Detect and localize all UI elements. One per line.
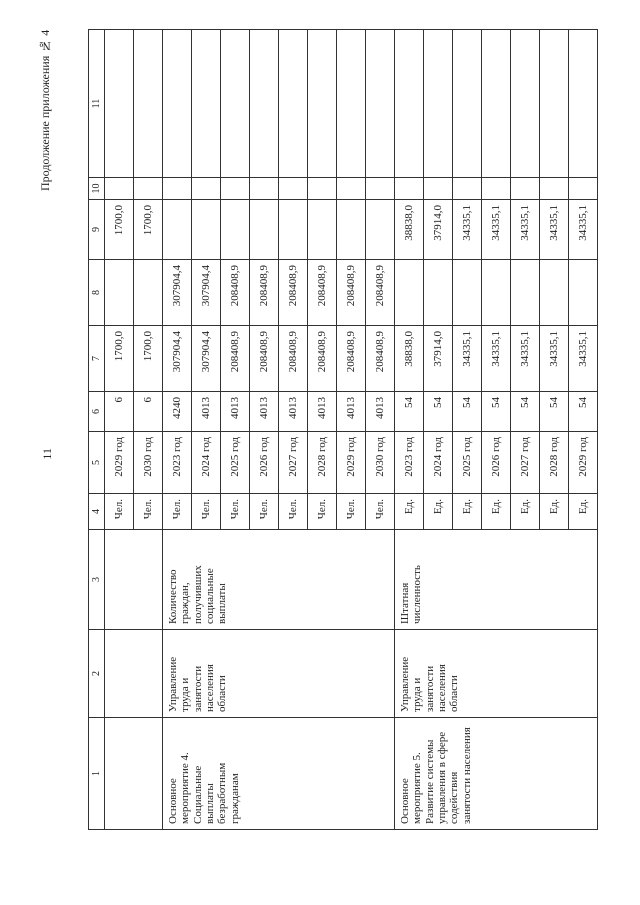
quantity-cell: 54	[569, 392, 598, 432]
column-11-cell	[279, 30, 308, 178]
regional-amount-cell	[221, 200, 250, 260]
unit-cell: Чел.	[221, 494, 250, 530]
unit-cell: Ед.	[424, 494, 453, 530]
year-cell: 2028 год	[308, 432, 337, 494]
column-number: 8	[89, 260, 105, 326]
total-amount-cell: 37914,0	[424, 326, 453, 392]
year-cell: 2024 год	[424, 432, 453, 494]
column-number: 9	[89, 200, 105, 260]
column-10-cell	[482, 178, 511, 200]
column-number: 1	[89, 718, 105, 830]
column-11-cell	[221, 30, 250, 178]
year-cell: 2027 год	[279, 432, 308, 494]
unit-cell: Чел.	[163, 494, 192, 530]
unit-cell: Чел.	[192, 494, 221, 530]
column-10-cell	[221, 178, 250, 200]
total-amount-cell: 208408,9	[221, 326, 250, 392]
total-amount-cell: 34335,1	[569, 326, 598, 392]
regional-amount-cell: 34335,1	[569, 200, 598, 260]
column-11-cell	[540, 30, 569, 178]
federal-amount-cell	[134, 260, 163, 326]
unit-cell: Чел.	[105, 494, 134, 530]
table-row	[105, 30, 134, 830]
regional-amount-cell: 34335,1	[511, 200, 540, 260]
unit-cell: Ед.	[453, 494, 482, 530]
column-10-cell	[395, 178, 424, 200]
federal-amount-cell: 307904,4	[163, 260, 192, 326]
total-amount-cell: 34335,1	[453, 326, 482, 392]
measures-table	[88, 29, 598, 830]
regional-amount-cell: 1700,0	[134, 200, 163, 260]
column-11-cell	[192, 30, 221, 178]
column-number: 11	[89, 30, 105, 178]
total-amount-cell: 208408,9	[308, 326, 337, 392]
column-10-cell	[337, 178, 366, 200]
column-10-cell	[105, 178, 134, 200]
quantity-cell: 4013	[250, 392, 279, 432]
regional-amount-cell	[192, 200, 221, 260]
column-10-cell	[163, 178, 192, 200]
regional-amount-cell	[308, 200, 337, 260]
federal-amount-cell	[511, 260, 540, 326]
column-11-cell	[424, 30, 453, 178]
federal-amount-cell: 208408,9	[337, 260, 366, 326]
table-frame	[88, 30, 598, 830]
year-cell: 2026 год	[250, 432, 279, 494]
quantity-cell: 4013	[221, 392, 250, 432]
quantity-cell: 4013	[366, 392, 395, 432]
column-10-cell	[453, 178, 482, 200]
unit-cell: Чел.	[366, 494, 395, 530]
column-number: 6	[89, 392, 105, 432]
measure-cell: Основное мероприятие 5. Развитие системы управления в сфере содействия занятости населения	[395, 718, 598, 830]
appendix-note: Продолжение приложения № 4	[38, 30, 52, 192]
regional-amount-cell	[279, 200, 308, 260]
regional-amount-cell	[163, 200, 192, 260]
year-cell: 2023 год	[395, 432, 424, 494]
executor-cell: Управление труда и занятости населения области	[163, 630, 395, 718]
year-cell: 2027 год	[511, 432, 540, 494]
federal-amount-cell: 307904,4	[192, 260, 221, 326]
regional-amount-cell	[337, 200, 366, 260]
federal-amount-cell: 208408,9	[366, 260, 395, 326]
column-10-cell	[250, 178, 279, 200]
year-cell: 2029 год	[105, 432, 134, 494]
quantity-cell: 6	[105, 392, 134, 432]
total-amount-cell: 34335,1	[511, 326, 540, 392]
total-amount-cell: 307904,4	[163, 326, 192, 392]
indicator-cell: Штатная численность	[395, 530, 598, 630]
quantity-cell: 4013	[308, 392, 337, 432]
quantity-cell: 54	[453, 392, 482, 432]
total-amount-cell: 34335,1	[540, 326, 569, 392]
measure-cell: Основное мероприятие 4. Социальные выплаты безработным гражданам	[163, 718, 395, 830]
column-10-cell	[511, 178, 540, 200]
year-cell: 2025 год	[453, 432, 482, 494]
column-11-cell	[337, 30, 366, 178]
table-row	[395, 30, 424, 830]
year-cell: 2025 год	[221, 432, 250, 494]
column-11-cell	[482, 30, 511, 178]
column-number: 4	[89, 494, 105, 530]
total-amount-cell: 1700,0	[105, 326, 134, 392]
regional-amount-cell: 34335,1	[453, 200, 482, 260]
federal-amount-cell	[569, 260, 598, 326]
column-11-cell	[453, 30, 482, 178]
header-row	[89, 30, 105, 830]
measure-cell	[105, 718, 163, 830]
federal-amount-cell: 208408,9	[250, 260, 279, 326]
column-number: 5	[89, 432, 105, 494]
regional-amount-cell	[250, 200, 279, 260]
column-11-cell	[569, 30, 598, 178]
column-10-cell	[540, 178, 569, 200]
regional-amount-cell: 1700,0	[105, 200, 134, 260]
column-10-cell	[366, 178, 395, 200]
quantity-cell: 54	[482, 392, 511, 432]
column-11-cell	[395, 30, 424, 178]
column-10-cell	[279, 178, 308, 200]
column-number: 2	[89, 630, 105, 718]
regional-amount-cell: 38838,0	[395, 200, 424, 260]
indicator-cell: Количество граждан, получивших социальные выплаты	[163, 530, 395, 630]
page-number: 11	[40, 448, 54, 460]
total-amount-cell: 34335,1	[482, 326, 511, 392]
federal-amount-cell	[540, 260, 569, 326]
quantity-cell: 54	[511, 392, 540, 432]
total-amount-cell: 1700,0	[134, 326, 163, 392]
federal-amount-cell	[105, 260, 134, 326]
regional-amount-cell: 37914,0	[424, 200, 453, 260]
column-10-cell	[569, 178, 598, 200]
year-cell: 2028 год	[540, 432, 569, 494]
year-cell: 2026 год	[482, 432, 511, 494]
regional-amount-cell: 34335,1	[540, 200, 569, 260]
executor-cell	[105, 630, 163, 718]
total-amount-cell: 208408,9	[250, 326, 279, 392]
unit-cell: Ед.	[540, 494, 569, 530]
unit-cell: Чел.	[337, 494, 366, 530]
year-cell: 2030 год	[366, 432, 395, 494]
federal-amount-cell	[395, 260, 424, 326]
quantity-cell: 54	[395, 392, 424, 432]
total-amount-cell: 307904,4	[192, 326, 221, 392]
unit-cell: Ед.	[395, 494, 424, 530]
unit-cell: Ед.	[482, 494, 511, 530]
column-10-cell	[134, 178, 163, 200]
federal-amount-cell: 208408,9	[279, 260, 308, 326]
total-amount-cell: 208408,9	[279, 326, 308, 392]
column-11-cell	[250, 30, 279, 178]
quantity-cell: 54	[540, 392, 569, 432]
quantity-cell: 4240	[163, 392, 192, 432]
unit-cell: Ед.	[569, 494, 598, 530]
column-11-cell	[511, 30, 540, 178]
unit-cell: Чел.	[279, 494, 308, 530]
unit-cell: Чел.	[308, 494, 337, 530]
column-11-cell	[134, 30, 163, 178]
column-11-cell	[105, 30, 134, 178]
year-cell: 2024 год	[192, 432, 221, 494]
quantity-cell: 6	[134, 392, 163, 432]
federal-amount-cell: 208408,9	[308, 260, 337, 326]
year-cell: 2030 год	[134, 432, 163, 494]
quantity-cell: 4013	[337, 392, 366, 432]
column-10-cell	[424, 178, 453, 200]
quantity-cell: 54	[424, 392, 453, 432]
year-cell: 2023 год	[163, 432, 192, 494]
column-number: 10	[89, 178, 105, 200]
column-number: 7	[89, 326, 105, 392]
unit-cell: Чел.	[250, 494, 279, 530]
regional-amount-cell: 34335,1	[482, 200, 511, 260]
total-amount-cell: 38838,0	[395, 326, 424, 392]
column-10-cell	[308, 178, 337, 200]
federal-amount-cell	[482, 260, 511, 326]
column-11-cell	[163, 30, 192, 178]
year-cell: 2029 год	[337, 432, 366, 494]
unit-cell: Чел.	[134, 494, 163, 530]
total-amount-cell: 208408,9	[366, 326, 395, 392]
quantity-cell: 4013	[279, 392, 308, 432]
unit-cell: Ед.	[511, 494, 540, 530]
regional-amount-cell	[366, 200, 395, 260]
quantity-cell: 4013	[192, 392, 221, 432]
total-amount-cell: 208408,9	[337, 326, 366, 392]
column-11-cell	[308, 30, 337, 178]
federal-amount-cell: 208408,9	[221, 260, 250, 326]
column-number: 3	[89, 530, 105, 630]
column-10-cell	[192, 178, 221, 200]
column-11-cell	[366, 30, 395, 178]
indicator-cell	[105, 530, 163, 630]
federal-amount-cell	[424, 260, 453, 326]
year-cell: 2029 год	[569, 432, 598, 494]
federal-amount-cell	[453, 260, 482, 326]
executor-cell: Управление труда и занятости населения области	[395, 630, 598, 718]
table-row	[163, 30, 192, 830]
